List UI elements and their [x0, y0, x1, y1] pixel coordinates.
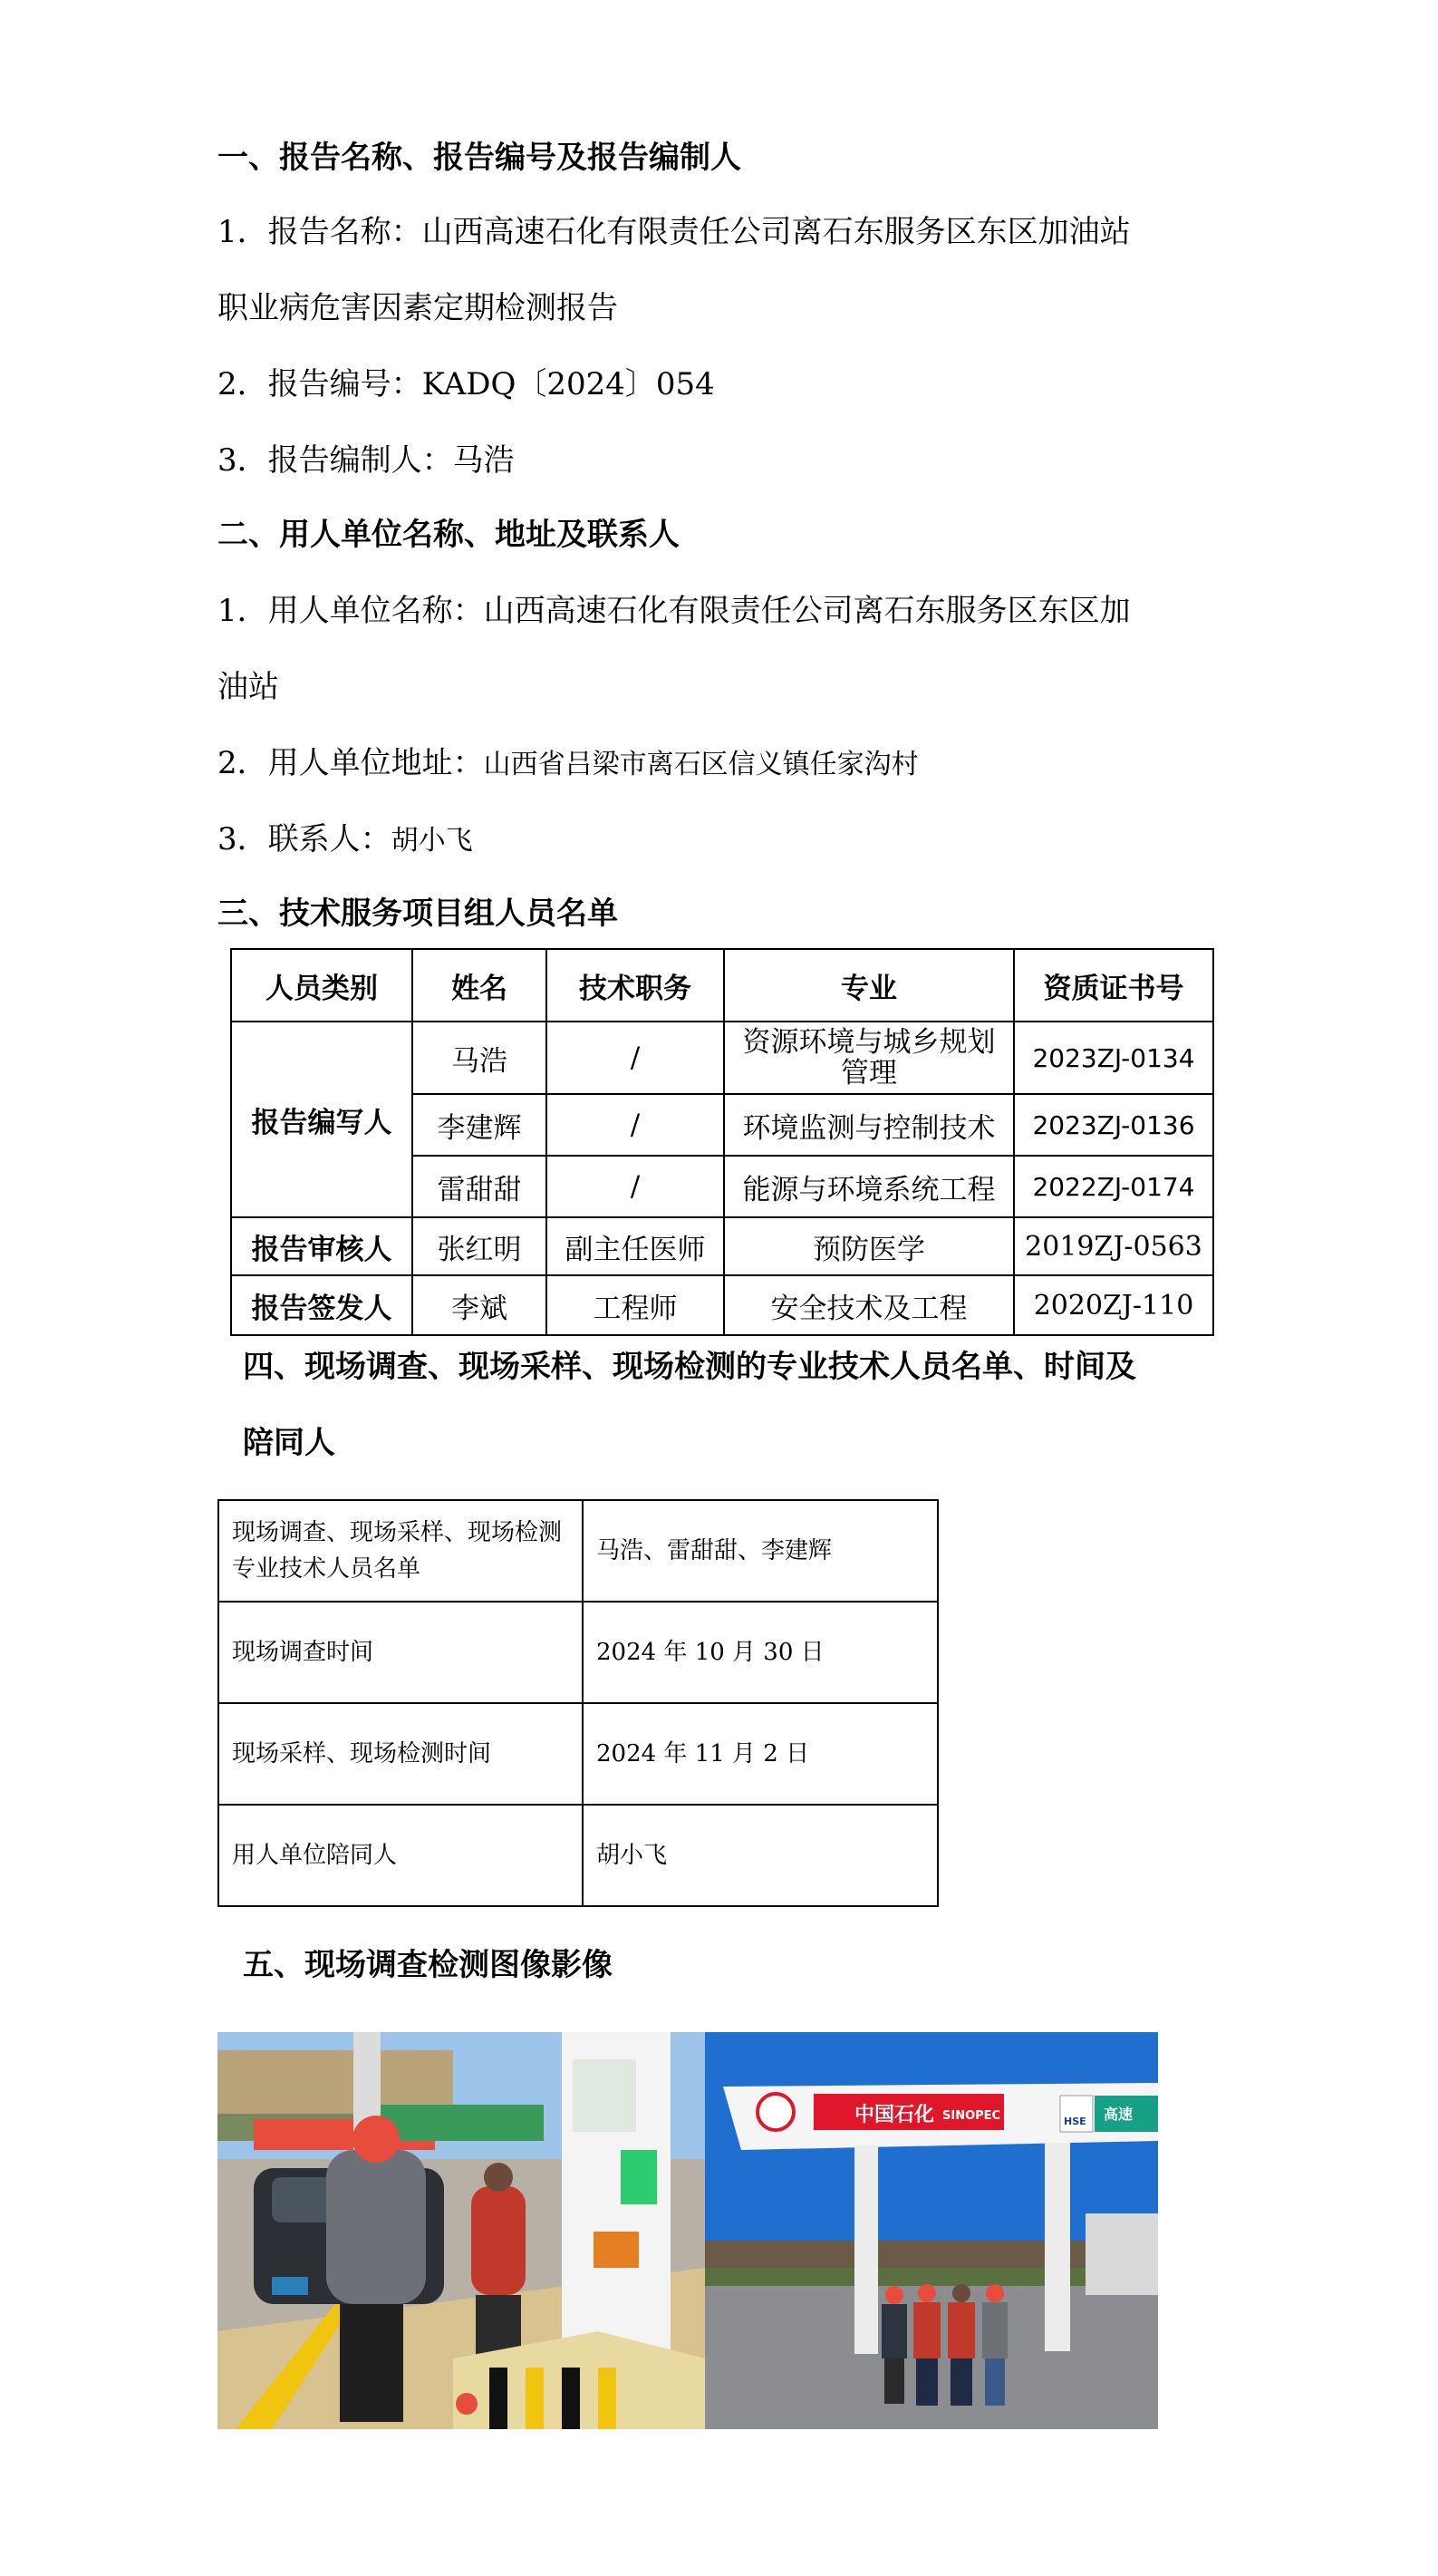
- table-row: [231, 1022, 1213, 1094]
- table-row: [218, 1703, 938, 1805]
- sign-hse: HSE: [1064, 2116, 1086, 2127]
- writer-major: 环境监测与控制技术: [724, 1094, 1014, 1156]
- sign-text-cn: 中国石化: [854, 2104, 935, 2126]
- report-author: 3．报告编制人：马浩: [217, 442, 515, 479]
- header-cert: 资质证书号: [1014, 949, 1213, 1022]
- writer-cert: 2023ZJ-0136: [1014, 1094, 1213, 1156]
- report-name-line2: 职业病危害因素定期检测报告: [217, 290, 618, 326]
- section2-heading: 二、用人单位名称、地址及联系人: [217, 517, 680, 553]
- writer-title: /: [546, 1094, 724, 1156]
- section3-heading: 三、技术服务项目组人员名单: [217, 896, 618, 932]
- photo-station-front: [705, 2032, 1158, 2429]
- writer-title: /: [546, 1022, 724, 1094]
- table-row: [218, 1500, 938, 1602]
- issuer-category: 报告签发人: [231, 1275, 412, 1335]
- writer-name: 雷甜甜: [412, 1156, 546, 1217]
- unit-name-line2: 油站: [217, 669, 279, 705]
- section5-heading: 五、现场调查检测图像影像: [243, 1947, 613, 1983]
- survey-label: 现场采样、现场检测时间: [218, 1703, 583, 1805]
- section4-heading-line2: 陪同人: [243, 1425, 335, 1461]
- header-major: 专业: [724, 949, 1014, 1022]
- writers-category: 报告编写人: [231, 1022, 412, 1217]
- writer-cert: 2023ZJ-0134: [1014, 1022, 1213, 1094]
- issuer-title: 工程师: [546, 1275, 724, 1335]
- survey-table: [217, 1499, 939, 1907]
- issuer-name: 李斌: [412, 1275, 546, 1335]
- sign-text-en: SINOPEC: [942, 2109, 1001, 2123]
- table-row: [231, 1275, 1213, 1335]
- header-title: 技术职务: [546, 949, 724, 1022]
- reviewer-major: 预防医学: [724, 1217, 1014, 1275]
- survey-label: 现场调查、现场采样、现场检测专业技术人员名单: [218, 1500, 583, 1602]
- survey-label: 现场调查时间: [218, 1602, 583, 1703]
- contact: [217, 819, 473, 861]
- writer-major: 能源与环境系统工程: [724, 1156, 1014, 1217]
- issuer-cert: 2020ZJ-110: [1014, 1275, 1213, 1335]
- sign-extra: 高速: [1104, 2106, 1134, 2123]
- writer-major: 资源环境与城乡规划管理: [724, 1022, 1014, 1094]
- survey-value: 胡小飞: [583, 1805, 938, 1906]
- survey-value: 2024 年 11 月 2 日: [583, 1703, 938, 1805]
- header-name: 姓名: [412, 949, 546, 1022]
- reviewer-name: 张红明: [412, 1217, 546, 1275]
- team-table: [230, 948, 1214, 1336]
- writer-name: 李建辉: [412, 1094, 546, 1156]
- reviewer-cert: 2019ZJ-0563: [1014, 1217, 1213, 1275]
- table-header-row: [231, 949, 1213, 1022]
- survey-value: 马浩、雷甜甜、李建辉: [583, 1500, 938, 1602]
- unit-address: [217, 743, 919, 785]
- writer-title: /: [546, 1156, 724, 1217]
- survey-value: 2024 年 10 月 30 日: [583, 1602, 938, 1703]
- section1-heading: 一、报告名称、报告编号及报告编制人: [217, 140, 741, 176]
- writer-name: 马浩: [412, 1022, 546, 1094]
- contact-label: 3．联系人：: [217, 821, 391, 857]
- reviewer-title: 副主任医师: [546, 1217, 724, 1275]
- table-row: [231, 1217, 1213, 1275]
- reviewer-category: 报告审核人: [231, 1217, 412, 1275]
- issuer-major: 安全技术及工程: [724, 1275, 1014, 1335]
- contact-value: 胡小飞: [391, 825, 473, 857]
- survey-label: 用人单位陪同人: [218, 1805, 583, 1906]
- section4-heading-line1: 四、现场调查、现场采样、现场检测的专业技术人员名单、时间及: [243, 1349, 1136, 1385]
- unit-address-label: 2．用人单位地址：: [217, 745, 484, 781]
- header-category: 人员类别: [231, 949, 412, 1022]
- table-row: [218, 1602, 938, 1703]
- writer-cert: 2022ZJ-0174: [1014, 1156, 1213, 1217]
- report-name-line1: 1．报告名称：山西高速石化有限责任公司离石东服务区东区加油站: [217, 214, 1131, 250]
- unit-address-value: 山西省吕梁市离石区信义镇任家沟村: [483, 749, 919, 780]
- unit-name-line1: 1．用人单位名称：山西高速石化有限责任公司离石东服务区东区加: [217, 593, 1131, 629]
- report-number: 2．报告编号：KADQ〔2024〕054: [217, 366, 715, 402]
- photo-fuel-pump-inspection: [217, 2032, 705, 2429]
- table-row: [218, 1805, 938, 1906]
